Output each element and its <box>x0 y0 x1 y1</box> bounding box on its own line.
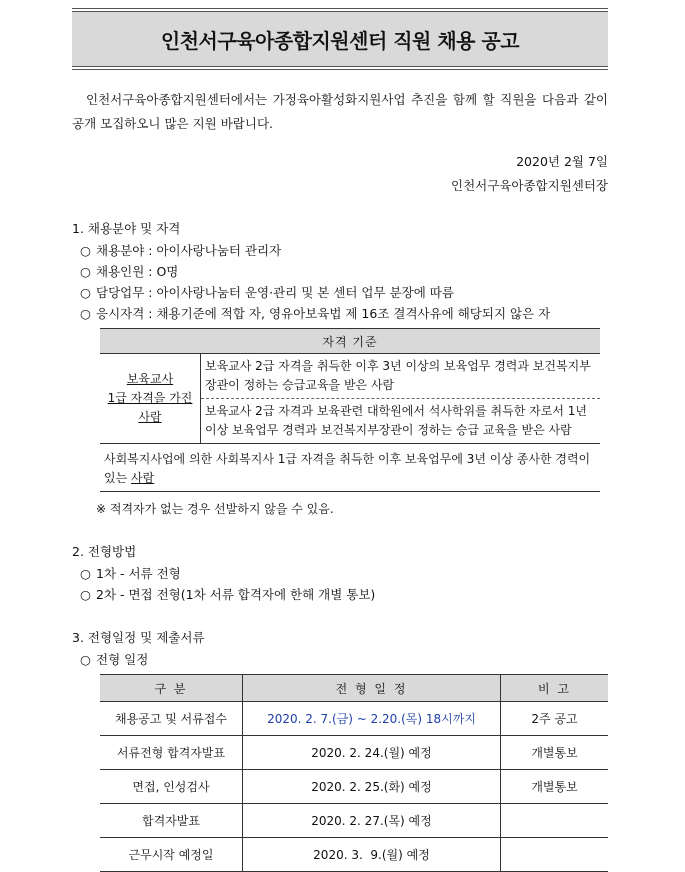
section-selection-method <box>72 541 608 605</box>
qualification-criterion: 사회복지사업에 의한 사회복지사 1급 자격을 취득한 이후 보육업무에 3년 이상 종사한 경력이 있는 사람 <box>100 444 600 492</box>
table-cell: 2주 공고 <box>501 702 609 736</box>
table-cell: 면접, 인성검사 <box>100 770 243 804</box>
qualification-criterion: 보육교사 2급 자격을 취득한 이후 3년 이상의 보육업무 경력과 보건복지부장관이 정하는 승급교육을 받은 사람 <box>201 354 601 399</box>
table-cell: 개별통보 <box>501 736 609 770</box>
section-title: 1. 채용분야 및 자격 <box>72 221 181 236</box>
intro-paragraph: 인천서구육아종합지원센터에서는 가정육아활성화지원사업 추진을 함께 할 직원을 다음과 같이 공개 모집하오니 많은 지원 바랍니다. <box>72 92 608 131</box>
date-block <box>72 150 608 198</box>
circle-bullet-icon: ○ <box>80 264 91 279</box>
section-schedule <box>72 627 608 872</box>
qualification-category: 보육교사 1급 자격을 가진 사람 <box>100 354 201 444</box>
table-cell: 개별통보 <box>501 770 609 804</box>
announcement-date: 2020년 2월 7일 <box>516 154 608 169</box>
list-item: ○ 1차 - 서류 전형 <box>72 563 608 584</box>
circle-bullet-icon: ○ <box>80 587 91 602</box>
table-cell: 2020. 2. 7.(금) ~ 2.20.(목) 18시까지 <box>243 702 501 736</box>
table-cell: 2020. 2. 27.(목) 예정 <box>243 804 501 838</box>
table-row <box>100 804 608 838</box>
list-item: ○ 응시자격 : 채용기준에 적합 자, 영유아보육법 제 16조 결격사유에 해당되지 않은 자 <box>72 303 608 324</box>
table-row <box>100 770 608 804</box>
issuer-name: 인천서구육아종합지원센터장 <box>451 178 608 193</box>
document-page <box>72 8 608 872</box>
list-item: ○ 채용분야 : 아이사랑나눔터 관리자 <box>72 240 608 261</box>
table-header: 구 분 <box>100 675 243 702</box>
list-item: ○ 전형 일정 <box>72 649 608 670</box>
table-header: 전 형 일 정 <box>243 675 501 702</box>
circle-bullet-icon: ○ <box>80 652 91 667</box>
list-item: ○ 2차 - 면접 전형(1차 서류 합격자에 한해 개별 통보) <box>72 584 608 605</box>
table-cell: 2020. 2. 24.(월) 예정 <box>243 736 501 770</box>
circle-bullet-icon: ○ <box>80 285 91 300</box>
table-cell <box>501 838 609 872</box>
table-cell: 채용공고 및 서류접수 <box>100 702 243 736</box>
page-title: 인천서구육아종합지원센터 직원 채용 공고 <box>72 11 608 67</box>
table-cell: 근무시작 예정일 <box>100 838 243 872</box>
circle-bullet-icon: ○ <box>80 306 91 321</box>
table-row <box>100 736 608 770</box>
section-title: 3. 전형일정 및 제출서류 <box>72 630 205 645</box>
table-header: 비 고 <box>501 675 609 702</box>
table-cell: 합격자발표 <box>100 804 243 838</box>
qualification-table <box>100 328 600 492</box>
table-cell: 2020. 2. 25.(화) 예정 <box>243 770 501 804</box>
footnote: ※ 적격자가 없는 경우 선발하지 않을 수 있음. <box>96 502 334 516</box>
title-banner <box>72 8 608 70</box>
circle-bullet-icon: ○ <box>80 243 91 258</box>
section-recruitment <box>72 218 608 517</box>
circle-bullet-icon: ○ <box>80 566 91 581</box>
table-row <box>100 838 608 872</box>
schedule-table <box>100 674 608 872</box>
table-cell: 2020. 3. 9.(월) 예정 <box>243 838 501 872</box>
table-header: 자격 기준 <box>100 329 600 354</box>
qualification-criterion: 보육교사 2급 자격과 보육관련 대학원에서 석사학위를 취득한 자로서 1년 이상 보육업무 경력과 보건복지부장관이 정하는 승급 교육을 받은 사람 <box>201 399 601 444</box>
list-item: ○ 채용인원 : O명 <box>72 261 608 282</box>
table-row <box>100 702 608 736</box>
table-cell <box>501 804 609 838</box>
section-title: 2. 전형방법 <box>72 544 137 559</box>
table-cell: 서류전형 합격자발표 <box>100 736 243 770</box>
list-item: ○ 담당업무 : 아이사랑나눔터 운영·관리 및 본 센터 업무 분장에 따름 <box>72 282 608 303</box>
